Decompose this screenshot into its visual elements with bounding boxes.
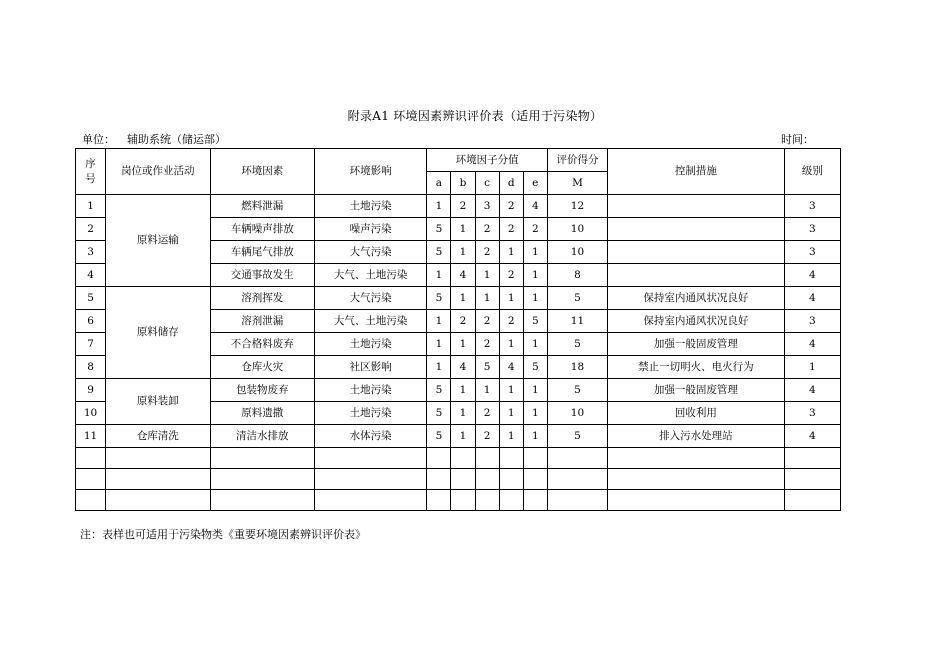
cell-d: 1: [499, 425, 523, 448]
cell-a: 5: [427, 379, 451, 402]
cell-a: 1: [427, 310, 451, 333]
cell-impact: 大气、土地污染: [314, 310, 426, 333]
cell-factor: 不合格料废弃: [210, 333, 314, 356]
header-c: c: [475, 172, 499, 195]
footnote: 注：表样也可适用于污染物类《重要环境因素辨识评价表》: [80, 528, 366, 541]
cell-b: 1: [451, 241, 475, 264]
cell-e: 1: [523, 379, 547, 402]
empty-cell: [451, 490, 475, 511]
cell-impact: 噪声污染: [314, 218, 426, 241]
cell-c: 1: [475, 264, 499, 287]
empty-cell: [427, 490, 451, 511]
cell-factor: 车辆噪声排放: [210, 218, 314, 241]
empty-cell: [76, 490, 106, 511]
cell-d: 1: [499, 333, 523, 356]
cell-seq: 3: [76, 241, 106, 264]
cell-factor: 包装物废弃: [210, 379, 314, 402]
empty-cell: [76, 469, 106, 490]
cell-c: 2: [475, 241, 499, 264]
empty-cell: [547, 448, 607, 469]
cell-factor: 燃料泄漏: [210, 195, 314, 218]
cell-e: 1: [523, 287, 547, 310]
unit-label: 单位：: [82, 133, 115, 146]
header-b: b: [451, 172, 475, 195]
header-factor: 环境因素: [210, 149, 314, 195]
cell-control: 保持室内通风状况良好: [608, 287, 785, 310]
empty-cell: [475, 490, 499, 511]
cell-factor: 溶剂挥发: [210, 287, 314, 310]
empty-cell: [314, 448, 426, 469]
cell-m: 10: [547, 402, 607, 425]
cell-level: 3: [784, 218, 840, 241]
empty-cell: [475, 469, 499, 490]
cell-c: 2: [475, 310, 499, 333]
cell-e: 1: [523, 402, 547, 425]
header-e: e: [523, 172, 547, 195]
cell-a: 5: [427, 402, 451, 425]
cell-c: 1: [475, 379, 499, 402]
empty-cell: [76, 448, 106, 469]
empty-row: [76, 469, 841, 490]
table-row: [76, 425, 841, 448]
cell-d: 2: [499, 310, 523, 333]
empty-cell: [106, 469, 210, 490]
cell-d: 1: [499, 287, 523, 310]
cell-d: 2: [499, 195, 523, 218]
cell-factor: 车辆尾气排放: [210, 241, 314, 264]
cell-level: 4: [784, 425, 840, 448]
empty-cell: [106, 490, 210, 511]
cell-e: 1: [523, 333, 547, 356]
empty-cell: [547, 490, 607, 511]
header-activity: 岗位或作业活动: [106, 149, 210, 195]
cell-factor: 原料遗撒: [210, 402, 314, 425]
cell-control: [608, 241, 785, 264]
cell-seq: 6: [76, 310, 106, 333]
empty-cell: [427, 469, 451, 490]
empty-cell: [784, 448, 840, 469]
cell-control: 保持室内通风状况良好: [608, 310, 785, 333]
cell-d: 1: [499, 241, 523, 264]
empty-cell: [314, 469, 426, 490]
evaluation-table: [75, 148, 841, 511]
cell-c: 1: [475, 287, 499, 310]
header-eval: 评价得分: [547, 149, 607, 172]
cell-b: 1: [451, 218, 475, 241]
empty-cell: [210, 469, 314, 490]
header-a: a: [427, 172, 451, 195]
cell-c: 2: [475, 218, 499, 241]
cell-impact: 社区影响: [314, 356, 426, 379]
cell-level: 4: [784, 287, 840, 310]
empty-cell: [523, 469, 547, 490]
cell-c: 5: [475, 356, 499, 379]
cell-d: 1: [499, 379, 523, 402]
cell-m: 10: [547, 241, 607, 264]
cell-c: 2: [475, 333, 499, 356]
header-scores-group: 环境因子分值: [427, 149, 547, 172]
cell-seq: 8: [76, 356, 106, 379]
cell-a: 1: [427, 356, 451, 379]
empty-cell: [608, 448, 785, 469]
cell-b: 1: [451, 402, 475, 425]
cell-b: 4: [451, 264, 475, 287]
cell-e: 5: [523, 356, 547, 379]
cell-a: 5: [427, 425, 451, 448]
cell-e: 5: [523, 310, 547, 333]
cell-activity: 原料运输: [106, 195, 210, 287]
cell-a: 1: [427, 333, 451, 356]
cell-impact: 大气、土地污染: [314, 264, 426, 287]
empty-cell: [608, 469, 785, 490]
cell-b: 1: [451, 287, 475, 310]
empty-cell: [210, 490, 314, 511]
cell-seq: 2: [76, 218, 106, 241]
cell-seq: 10: [76, 402, 106, 425]
header-d: d: [499, 172, 523, 195]
unit-line: [82, 131, 226, 147]
cell-impact: 大气污染: [314, 287, 426, 310]
cell-activity: 仓库清洗: [106, 425, 210, 448]
cell-seq: 9: [76, 379, 106, 402]
cell-factor: 清洁水排放: [210, 425, 314, 448]
empty-cell: [547, 469, 607, 490]
cell-b: 4: [451, 356, 475, 379]
cell-level: 3: [784, 310, 840, 333]
cell-e: 1: [523, 241, 547, 264]
cell-b: 2: [451, 310, 475, 333]
unit-value: 辅助系统（储运部）: [127, 133, 226, 146]
cell-level: 3: [784, 402, 840, 425]
empty-cell: [499, 490, 523, 511]
cell-m: 11: [547, 310, 607, 333]
cell-control: 禁止一切明火、电火行为: [608, 356, 785, 379]
cell-impact: 大气污染: [314, 241, 426, 264]
cell-activity: 原料装卸: [106, 379, 210, 425]
table-row: [76, 195, 841, 218]
cell-seq: 5: [76, 287, 106, 310]
cell-m: 12: [547, 195, 607, 218]
cell-seq: 4: [76, 264, 106, 287]
empty-cell: [608, 490, 785, 511]
cell-impact: 土地污染: [314, 379, 426, 402]
cell-control: 回收利用: [608, 402, 785, 425]
cell-c: 2: [475, 425, 499, 448]
cell-seq: 11: [76, 425, 106, 448]
cell-level: 3: [784, 195, 840, 218]
cell-m: 8: [547, 264, 607, 287]
time-label: 时间：: [781, 133, 814, 146]
empty-cell: [784, 490, 840, 511]
cell-a: 5: [427, 241, 451, 264]
cell-level: 3: [784, 241, 840, 264]
empty-row: [76, 448, 841, 469]
cell-m: 5: [547, 425, 607, 448]
cell-level: 1: [784, 356, 840, 379]
cell-d: 2: [499, 218, 523, 241]
cell-control: 加强一般固废管理: [608, 333, 785, 356]
empty-cell: [499, 448, 523, 469]
cell-d: 4: [499, 356, 523, 379]
cell-m: 5: [547, 287, 607, 310]
header-level: 级别: [784, 149, 840, 195]
cell-e: 1: [523, 264, 547, 287]
cell-seq: 1: [76, 195, 106, 218]
cell-factor: 仓库火灾: [210, 356, 314, 379]
empty-cell: [451, 448, 475, 469]
cell-m: 5: [547, 379, 607, 402]
cell-control: [608, 218, 785, 241]
cell-level: 4: [784, 333, 840, 356]
empty-row: [76, 490, 841, 511]
cell-level: 4: [784, 264, 840, 287]
cell-impact: 土地污染: [314, 402, 426, 425]
empty-cell: [475, 448, 499, 469]
table-row: [76, 287, 841, 310]
cell-level: 4: [784, 379, 840, 402]
cell-control: 排入污水处理站: [608, 425, 785, 448]
cell-c: 2: [475, 402, 499, 425]
cell-activity: 原料储存: [106, 287, 210, 379]
cell-impact: 土地污染: [314, 333, 426, 356]
cell-c: 3: [475, 195, 499, 218]
header-m: M: [547, 172, 607, 195]
empty-cell: [210, 448, 314, 469]
cell-control: [608, 195, 785, 218]
cell-e: 2: [523, 218, 547, 241]
cell-impact: 土地污染: [314, 195, 426, 218]
cell-seq: 7: [76, 333, 106, 356]
cell-m: 18: [547, 356, 607, 379]
cell-impact: 水体污染: [314, 425, 426, 448]
header-row-1: [76, 149, 841, 172]
cell-a: 1: [427, 264, 451, 287]
cell-b: 2: [451, 195, 475, 218]
empty-cell: [499, 469, 523, 490]
header-impact: 环境影响: [314, 149, 426, 195]
cell-factor: 交通事故发生: [210, 264, 314, 287]
cell-b: 1: [451, 333, 475, 356]
cell-e: 1: [523, 425, 547, 448]
cell-a: 1: [427, 195, 451, 218]
empty-cell: [784, 469, 840, 490]
document-title: 附录A1 环境因素辨识评价表（适用于污染物）: [347, 109, 603, 123]
empty-cell: [523, 490, 547, 511]
empty-cell: [314, 490, 426, 511]
cell-d: 1: [499, 402, 523, 425]
cell-m: 5: [547, 333, 607, 356]
cell-a: 5: [427, 218, 451, 241]
cell-d: 2: [499, 264, 523, 287]
header-control: 控制措施: [608, 149, 785, 195]
cell-a: 5: [427, 287, 451, 310]
cell-control: 加强一般固废管理: [608, 379, 785, 402]
cell-b: 1: [451, 425, 475, 448]
table-row: [76, 379, 841, 402]
cell-m: 10: [547, 218, 607, 241]
empty-cell: [451, 469, 475, 490]
empty-cell: [523, 448, 547, 469]
header-seq: 序 号: [76, 149, 106, 195]
empty-cell: [427, 448, 451, 469]
cell-e: 4: [523, 195, 547, 218]
cell-b: 1: [451, 379, 475, 402]
empty-cell: [106, 448, 210, 469]
cell-control: [608, 264, 785, 287]
cell-factor: 溶剂泄漏: [210, 310, 314, 333]
